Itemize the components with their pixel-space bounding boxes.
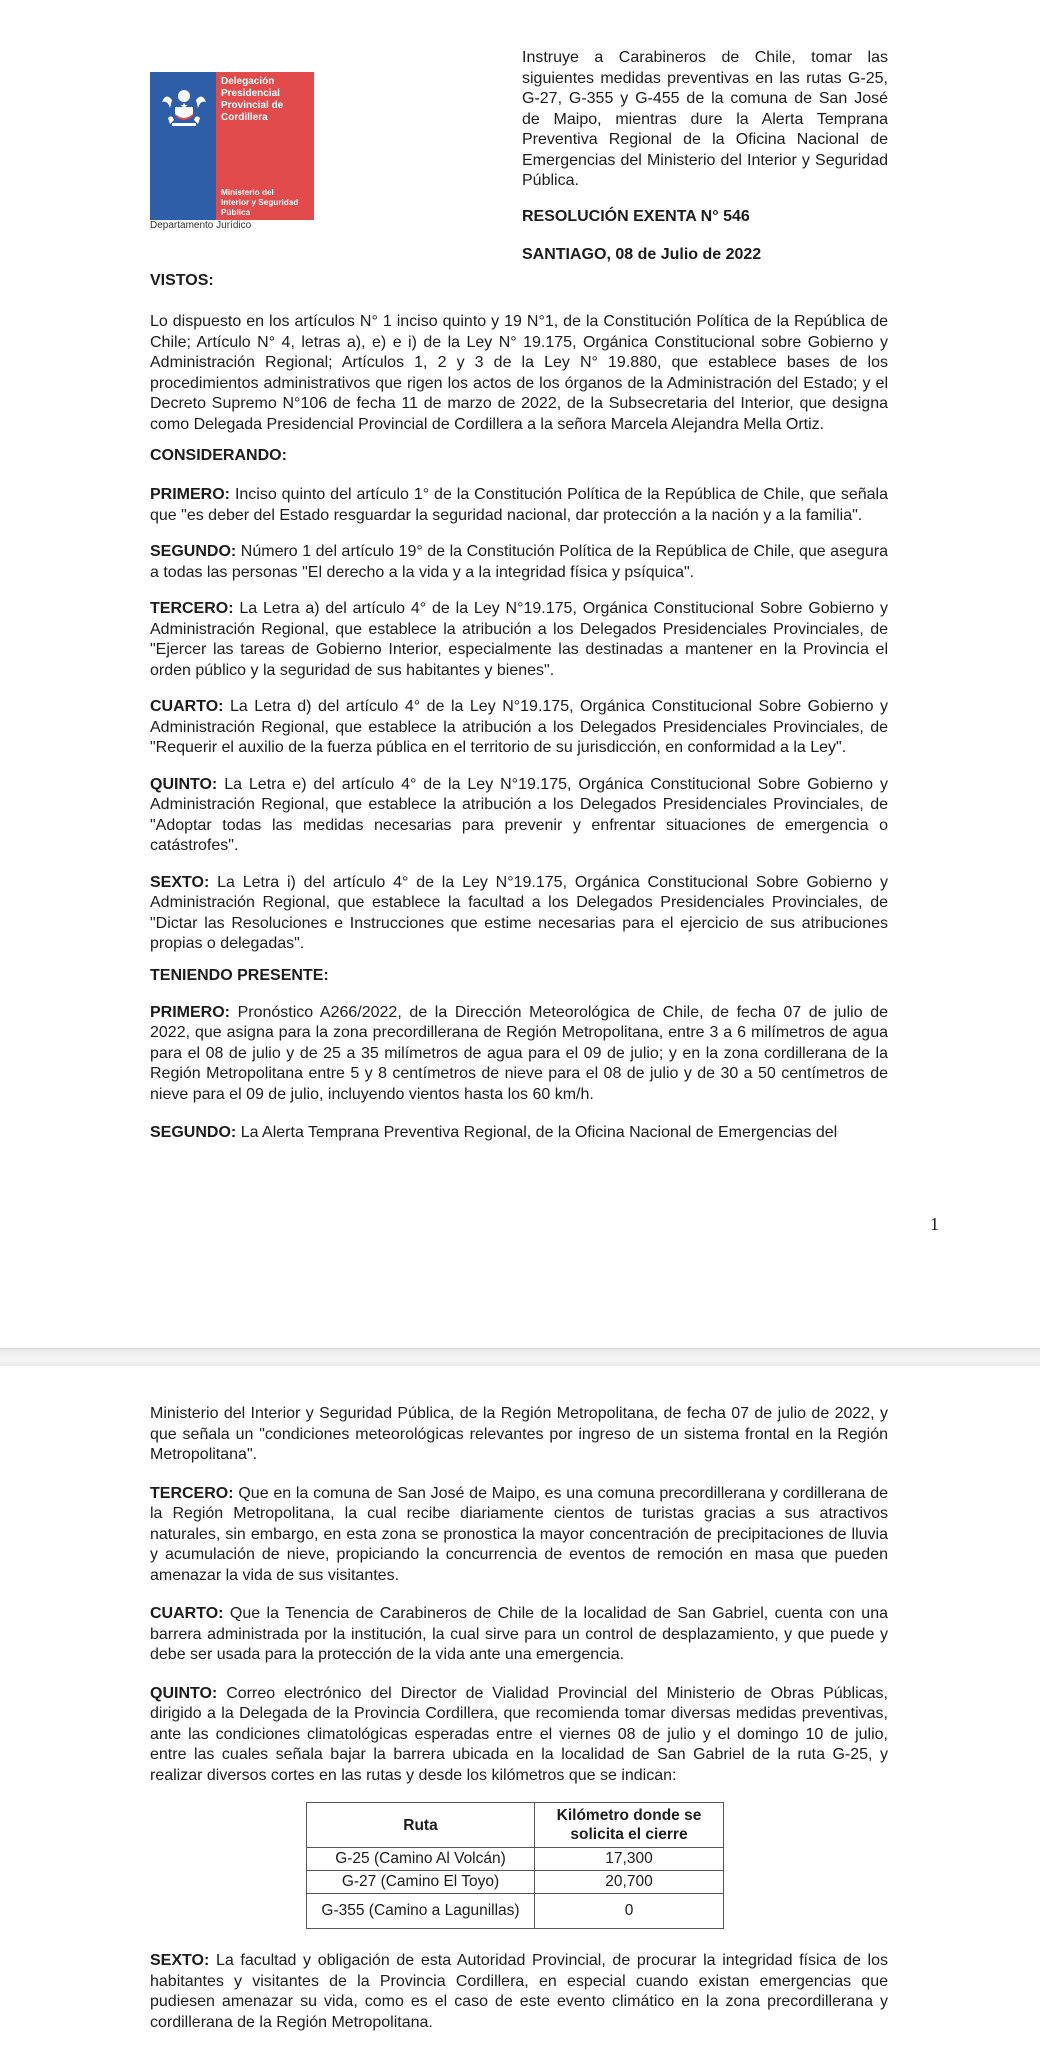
considerando-item xyxy=(150,873,888,955)
teniendo-item xyxy=(150,1684,888,1787)
logo-title-line: Delegación xyxy=(221,76,275,87)
item-text: La Letra e) del artículo 4° de la Ley N°19.175, Orgánica Constitucional Sobre Gobierno y Administración Regional, que establece la atribución a los Delegados Presidenciales Provinciales, de "Adoptar todas las medidas necesarias para prevenir y enfrentar situaciones de emergencia o catástrofes". xyxy=(150,775,888,854)
logo-title-line: Presidencial xyxy=(221,88,280,99)
item-text: Que la Tenencia de Carabineros de Chile de la localidad de San Gabriel, cuenta con una barrera administrada por la institución, la cual sirve para un control de desplazamiento, y que puede y debe ser usada para la protección de la vida ante una emergencia. xyxy=(150,1605,888,1663)
logo-red-panel xyxy=(216,72,314,220)
item-label: TERCERO: xyxy=(150,1484,234,1502)
road-closure-table-wrapper xyxy=(150,1802,888,1929)
table-row xyxy=(307,1894,724,1929)
vistos-heading: VISTOS: xyxy=(150,272,214,289)
item-text: Que en la comuna de San José de Maipo, es una comuna precordillerana y cordillerana de la Región Metropolitana, la cual recibe diariamente cientos de turistas gracias a sus atractivos naturales, sin embargo, en esta zona se pronostica la mayor concentración de precipitaciones de lluvia y acumulación de nieve, propiciando la concurrencia de eventos de remoción en masa que pueden amenazar la vida de sus visitantes. xyxy=(150,1484,888,1584)
logo-title-line: Provincial de xyxy=(221,100,284,111)
item-text: La Alerta Temprana Preventiva Regional, de la Oficina Nacional de Emergencias del xyxy=(240,1124,838,1141)
document-page-2 xyxy=(0,1366,1040,2048)
item-text: La Letra i) del artículo 4° de la Ley N°19.175, Orgánica Constitucional Sobre Gobierno y Administración Regional, que establece la facultad a los Delegados Presidenciales Provinciales, de "Dictar las Resoluciones e Instrucciones que estime necesarias para el ejercicio de sus atribuciones propias o delegadas". xyxy=(150,873,888,952)
table-cell-route: G-25 (Camino Al Volcán) xyxy=(307,1848,535,1871)
item-text: La facultad y obligación de esta Autoridad Provincial, de procurar la integridad física de los habitantes y visitantes de la Provincia Cordillera, en especial cuando existan emergencias que pudiesen amenazar su vida, como es el caso de este evento climático en la zona precordillerana y cordillerana de la Región Metropolitana. xyxy=(150,1952,888,2031)
vistos-paragraph: Lo dispuesto en los artículos N° 1 inciso quinto y 19 N°1, de la Constitución Política de la República de Chile; Artículo N° 4, letras a), e) e i) de la Ley N° 19.175, Orgánica Constitucional sobre Gobierno y Administración Regional; Artículos 1, 2 y 3 de la Ley N° 19.880, que establece bases de los procedimientos administrativos que rigen los actos de los órganos de la Administración del Estado; y el Decreto Supremo N°106 de fecha 11 de marzo de 2022, de la Subsecretaria del Interior, que designa como Delegada Presidencial Provincial de Cordillera a la señora Marcela Alejandra Mella Ortiz. xyxy=(150,313,888,433)
table-header-route: Ruta xyxy=(307,1803,535,1848)
item-label: SEXTO: xyxy=(150,1952,210,1969)
considerando-heading: CONSIDERANDO: xyxy=(150,447,287,464)
table-cell-km: 20,700 xyxy=(535,1871,724,1894)
item-label: SEGUNDO: xyxy=(150,1124,237,1141)
table-cell-route: G-355 (Camino a Lagunillas) xyxy=(307,1894,535,1929)
table-cell-km: 0 xyxy=(535,1894,724,1929)
item-label: CUARTO: xyxy=(150,1605,224,1622)
item-label: CUARTO: xyxy=(150,698,224,715)
logo-ministry-line: Interior y Seguridad xyxy=(221,198,299,207)
teniendo-presente-heading: TENIENDO PRESENTE: xyxy=(150,966,329,984)
considerando-item xyxy=(150,775,888,857)
table-header-row xyxy=(307,1803,724,1848)
resolution-subject: Instruye a Carabineros de Chile, tomar las siguientes medidas preventivas en las rutas G-25, G-27, G-355 y G-455 de la comuna de San José de Maipo, mientras dure la Alerta Temprana Preventiva Regional de la Oficina Nacional de Emergencias del Ministerio del Interior y Seguridad Pública. xyxy=(522,49,888,189)
table-row xyxy=(307,1848,724,1871)
teniendo-item xyxy=(150,1951,888,2033)
coat-of-arms-icon xyxy=(158,78,210,130)
logo-blue-panel xyxy=(150,72,216,220)
page-separator xyxy=(0,1348,1040,1368)
considerando-item xyxy=(150,599,888,681)
table-row xyxy=(307,1871,724,1894)
item-text: La Letra d) del artículo 4° de la Ley N°19.175, Orgánica Constitucional Sobre Gobierno y Administración Regional, que establece la atribución a los Delegados Presidenciales Provinciales, de "Requerir el auxilio de la fuerza pública en el territorio de su jurisdicción, en conformidad a la Ley". xyxy=(150,698,888,756)
item-label: PRIMERO: xyxy=(150,1003,230,1021)
item-text: Número 1 del artículo 19° de la Constitución Política de la República de Chile, que asegura a todas las personas "El derecho a la vida y a la integridad física y psíquica". xyxy=(150,543,889,581)
institution-logo xyxy=(150,72,314,220)
logo-title-line: Cordillera xyxy=(221,112,268,123)
item-label: SEGUNDO: xyxy=(150,543,237,560)
resolution-number: RESOLUCIÓN EXENTA N° 546 xyxy=(522,207,750,225)
table-header-km: Kilómetro donde se solicita el cierre xyxy=(535,1803,724,1848)
item-text: Inciso quinto del artículo 1° de la Constitución Política de la República de Chile, que señala que "es deber del Estado resguardar la seguridad nacional, dar protección a la nación y a la familia". xyxy=(150,486,889,524)
road-closure-table xyxy=(306,1802,724,1929)
table-cell-km: 17,300 xyxy=(535,1848,724,1871)
considerando-item xyxy=(150,485,888,526)
department-label: Departamento Jurídico xyxy=(150,220,252,231)
teniendo-item xyxy=(150,1003,888,1106)
teniendo-item-continued: Ministerio del Interior y Seguridad Pública, de la Región Metropolitana, de fecha 07 de julio de 2022, y que señala un "condiciones meteorológicas relevantes por ingreso de un sistema frontal en la Región Metropolitana". xyxy=(150,1405,888,1463)
item-label: QUINTO: xyxy=(150,775,218,793)
resolution-header xyxy=(522,48,888,264)
teniendo-item xyxy=(150,1604,888,1666)
page-number: 1 xyxy=(930,1214,939,1234)
resolution-city-date: SANTIAGO, 08 de Julio de 2022 xyxy=(522,245,762,263)
item-label: SEXTO: xyxy=(150,873,210,891)
item-label: PRIMERO: xyxy=(150,486,230,503)
logo-ministry-line: Ministerio del xyxy=(221,188,274,197)
teniendo-item xyxy=(150,1484,888,1587)
logo-ministry-line: Pública xyxy=(221,208,251,217)
considerando-item xyxy=(150,697,888,759)
item-label: TERCERO: xyxy=(150,600,234,617)
teniendo-item xyxy=(150,1123,888,1144)
document-body-page-2 xyxy=(150,1404,888,2049)
table-cell-route: G-27 (Camino El Toyo) xyxy=(307,1871,535,1894)
item-text: Correo electrónico del Director de Vialidad Provincial del Ministerio de Obras Públicas, dirigido a la Delegada de la Provincia Cordillera, que recomienda tomar diversas medidas preventivas, ante las condiciones climatológicas esperadas entre el viernes 08 de julio y el domingo 10 de julio, entre las cuales señala bajar la barrera ubicada en la localidad de San Gabriel de la ruta G-25, y realizar diversos cortes en las rutas y desde los kilómetros que se indican: xyxy=(150,1684,888,1784)
logo-ministry-name xyxy=(221,188,298,218)
document-body-page-1 xyxy=(150,272,888,1160)
item-label: QUINTO: xyxy=(150,1684,218,1702)
logo-institution-name xyxy=(221,76,283,124)
item-text: Pronóstico A266/2022, de la Dirección Meteorológica de Chile, de fecha 07 de julio de 2022, que asigna para la zona precordillerana de Región Metropolitana, entre 3 a 6 milímetros de agua para el 08 de julio y de 25 a 35 milímetros de agua para el 09 de julio; y en la zona cordillerana de la Región Metropolitana entre 5 y 8 centímetros de nieve para el 08 de julio y de 30 a 50 centímetros de nieve para el 09 de julio, incluyendo vientos hasta los 60 km/h. xyxy=(150,1003,888,1103)
item-text: La Letra a) del artículo 4° de la Ley N°19.175, Orgánica Constitucional Sobre Gobierno y Administración Regional, que establece la atribución a los Delegados Presidenciales Provinciales, de "Ejercer las tareas de Gobierno Interior, especialmente las destinadas a mantener en la Provincia el orden público y la seguridad de sus habitantes y bienes". xyxy=(150,600,888,679)
considerando-item xyxy=(150,542,888,583)
